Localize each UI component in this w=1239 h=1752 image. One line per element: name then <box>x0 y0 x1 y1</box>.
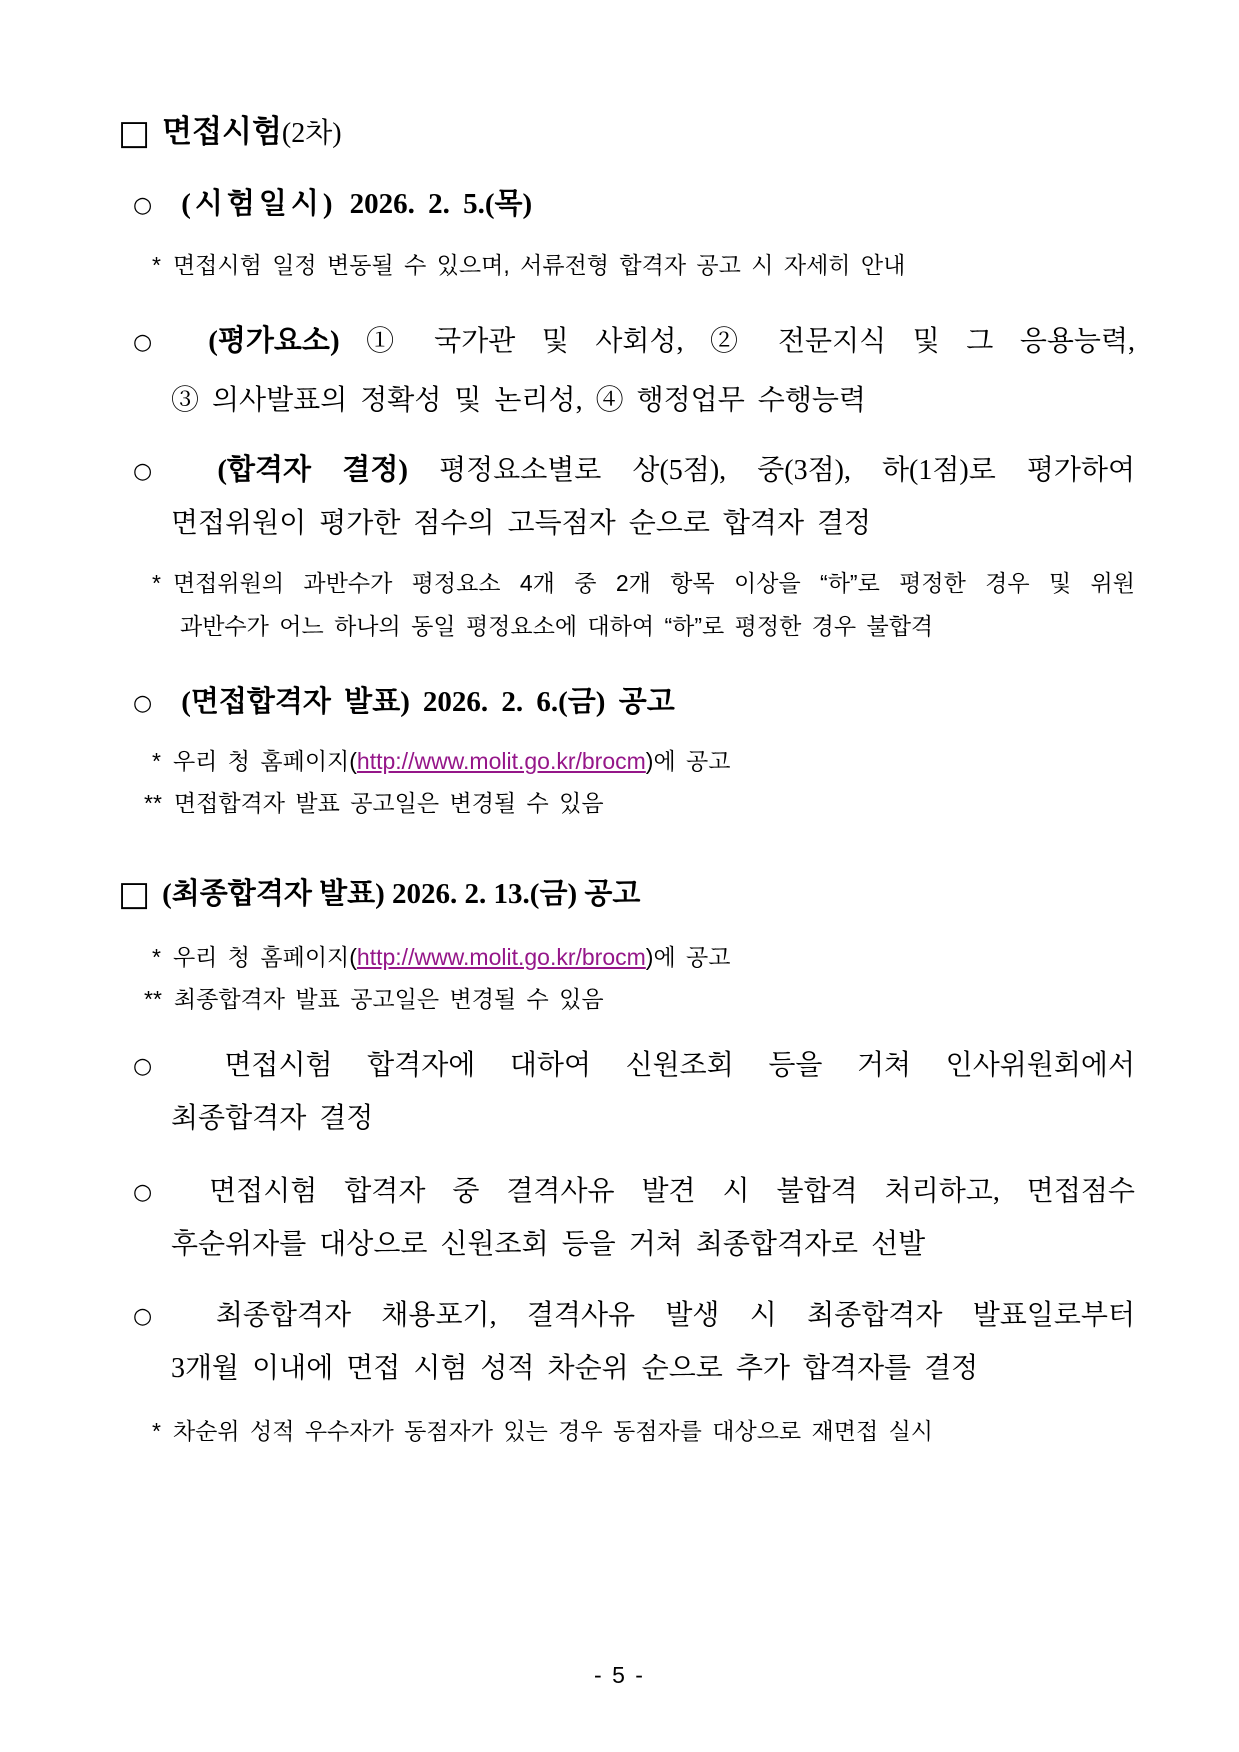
final-decision-line2: 최종합격자 결정 <box>171 1103 374 1134</box>
asterisk-icon: * <box>152 1418 161 1444</box>
footnote-change-2-text: 최종합격자 발표 공고일은 변경될 수 있음 <box>173 986 604 1012</box>
homepage-link-1[interactable]: http://www.molit.go.kr/brocm <box>356 748 646 774</box>
homepage-note-suffix: )에 공고 <box>645 944 731 970</box>
additional-pass-line2: 3개월 이내에 면접 시험 성적 차순위 순으로 추가 합격자를 결정 <box>171 1353 979 1384</box>
circle-bullet-icon: ○ <box>133 1304 170 1329</box>
bullet-disqualification <box>133 1166 1135 1271</box>
bullet-additional-pass <box>133 1290 1135 1395</box>
final-decision-line1: ○ 면접시험 합격자에 대하여 신원조회 등을 거쳐 인사위원회에서 <box>133 1050 1135 1081</box>
section-interview-title: 면접시험 <box>162 114 282 149</box>
circle-bullet-icon: ○ <box>133 193 153 218</box>
bullet-exam-schedule <box>133 182 1135 228</box>
pass-decision-line2: 면접위원이 평가한 점수의 고득점자 순으로 합격자 결정 <box>171 508 872 539</box>
double-asterisk-icon: ** <box>144 790 162 816</box>
circle-bullet-icon: ○ <box>133 691 153 716</box>
section-final-pass-header <box>118 868 640 920</box>
eval-factors-line2: ③ 의사발표의 정확성 및 논리성, ④ 행정업무 수행능력 <box>171 385 866 416</box>
footnote-pass-decision <box>152 562 1135 648</box>
final-pass-label: (최종합격자 발표) <box>162 878 385 910</box>
eval-factors-label: (평가요소) <box>208 325 340 357</box>
pass-decision-text1: 평정요소별로 상(5점), 중(3점), 하(1점)로 평가하여 <box>439 455 1136 486</box>
circle-bullet-icon: ○ <box>133 1054 174 1079</box>
footnote-reinterview <box>152 1416 933 1446</box>
eval-factors-text1: ① 국가관 및 사회성, ② 전문지식 및 그 응용능력, <box>366 326 1136 357</box>
circle-bullet-icon: ○ <box>133 330 166 355</box>
bullet-eval-factors <box>133 312 1135 430</box>
eval-factors-line1 <box>133 312 1135 372</box>
section-interview-header <box>118 106 342 160</box>
disqualification-line2: 후순위자를 대상으로 신원조회 등을 거쳐 최종합격자로 선발 <box>171 1229 926 1260</box>
final-pass-value: 2026. 2. 13.(금) 공고 <box>392 878 641 910</box>
asterisk-icon: * <box>152 944 161 970</box>
bullet-pass-decision <box>133 444 1135 550</box>
exam-schedule-value: 2026. 2. 5.(목) <box>349 188 533 220</box>
exam-schedule-label: (시험일시) <box>181 188 337 220</box>
bullet-interview-pass-announce <box>133 680 1135 726</box>
homepage-link-2[interactable]: http://www.molit.go.kr/brocm <box>356 944 646 970</box>
double-asterisk-icon: ** <box>144 986 162 1012</box>
footnote-exam-schedule-text: 면접시험 일정 변동될 수 있으며, 서류전형 합격자 공고 시 자세히 안내 <box>172 252 906 278</box>
footnote-exam-schedule <box>152 250 905 280</box>
section-interview-suffix: (2차) <box>281 118 342 149</box>
interview-pass-announce-label: (면접합격자 발표) <box>181 686 410 718</box>
footnote-reinterview-text: 차순위 성적 우수자가 동점자가 있는 경우 동점자를 대상으로 재면접 실시 <box>172 1418 934 1444</box>
circle-bullet-icon: ○ <box>133 1180 167 1205</box>
pass-decision-label: (합격자 결정) <box>217 454 408 486</box>
footnote-change-1 <box>144 788 604 818</box>
footnote-homepage-1 <box>152 746 731 776</box>
asterisk-icon: * <box>152 748 161 774</box>
footnote-pass-decision-line2: 과반수가 어느 하나의 동일 평정요소에 대하여 “하”로 평정한 경우 불합격 <box>180 613 934 639</box>
disqualification-line1: ○ 면접시험 합격자 중 결격사유 발견 시 불합격 처리하고, 면접점수 <box>133 1176 1135 1207</box>
footnote-homepage-2 <box>152 942 731 972</box>
footnote-change-2 <box>144 984 604 1014</box>
asterisk-icon: * <box>152 570 161 596</box>
additional-pass-line1: ○ 최종합격자 채용포기, 결격사유 발생 시 최종합격자 발표일로부터 <box>133 1300 1135 1331</box>
circle-bullet-icon: ○ <box>133 459 171 484</box>
asterisk-icon: * <box>152 252 161 278</box>
interview-pass-announce-value: 2026. 2. 6.(금) 공고 <box>422 686 675 718</box>
checkbox-icon: □ <box>118 113 151 153</box>
page-number: - 5 - <box>594 1662 645 1688</box>
homepage-note-suffix: )에 공고 <box>645 748 731 774</box>
footnote-change-1-text: 면접합격자 발표 공고일은 변경될 수 있음 <box>173 790 604 816</box>
homepage-note-prefix: 우리 청 홈페이지( <box>172 748 357 774</box>
checkbox-icon: □ <box>118 874 151 914</box>
homepage-note-prefix: 우리 청 홈페이지( <box>172 944 357 970</box>
footnote-pass-decision-line1: * 면접위원의 과반수가 평정요소 4개 중 2개 항목 이상을 “하”로 평정한 경우 및 위원 <box>152 570 1135 596</box>
bullet-final-decision <box>133 1040 1135 1145</box>
pass-decision-line1 <box>133 444 1135 498</box>
